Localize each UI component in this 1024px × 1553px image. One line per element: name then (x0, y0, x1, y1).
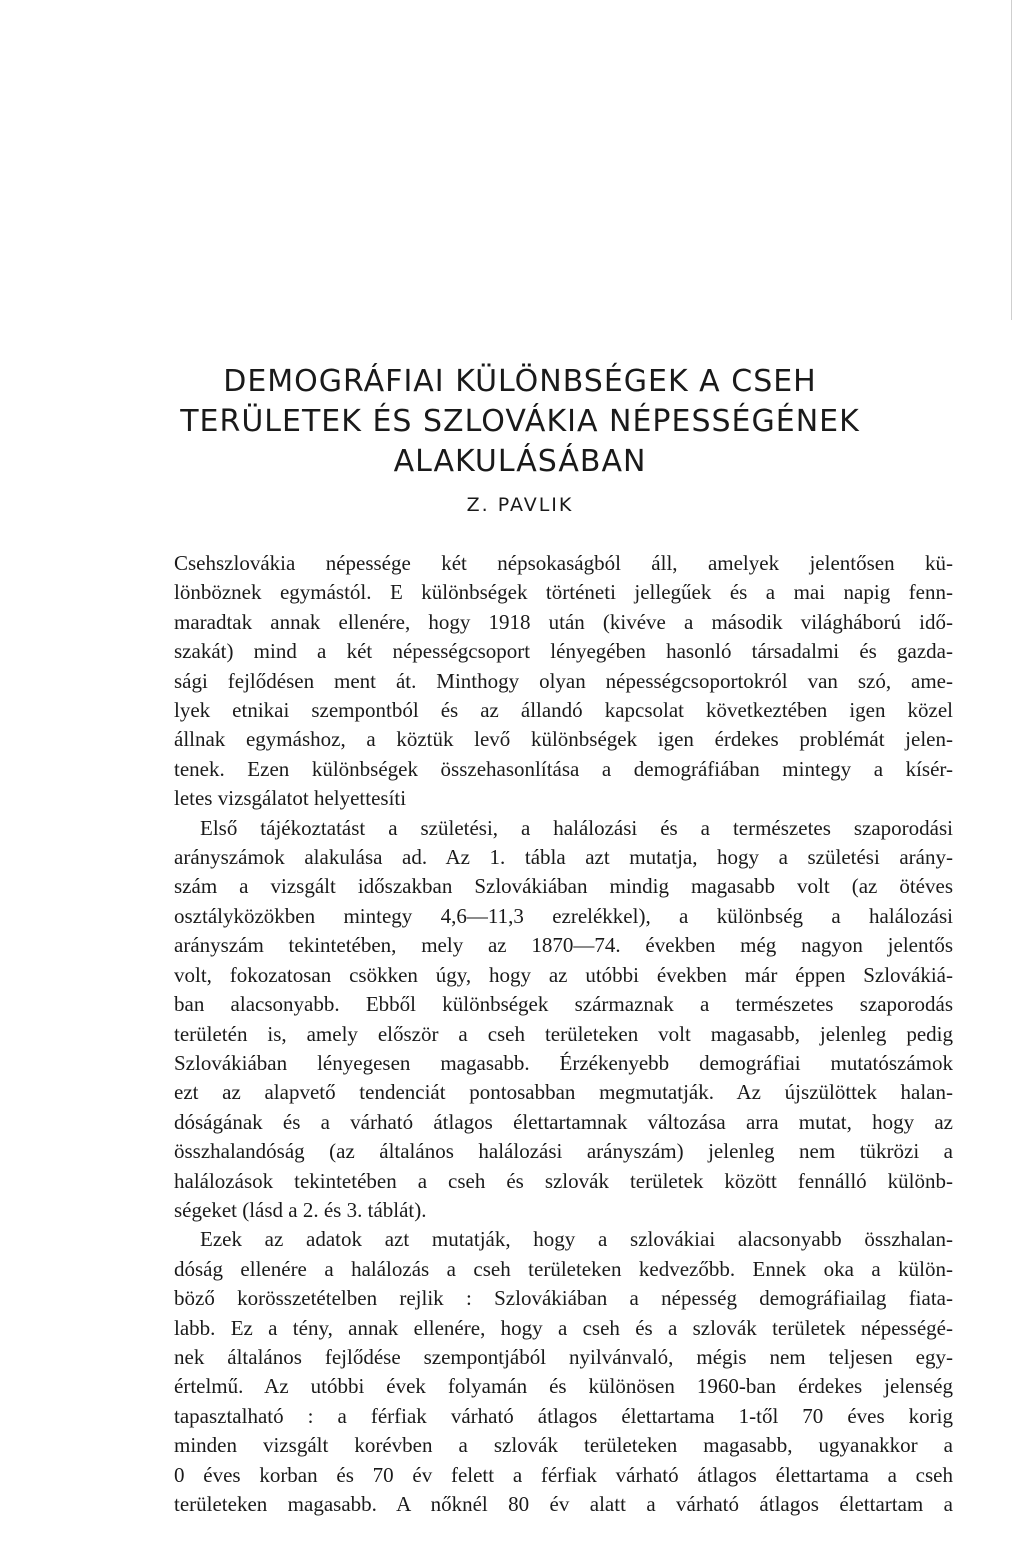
text-line: szakát) mind a két népességcsoport lényegében hasonló társadalmi és gazda- (174, 639, 953, 664)
scan-edge-line (1011, 0, 1012, 320)
text-line: nek általános fejlődése szempontjából nyilvánvaló, mégis nem teljesen egy- (174, 1344, 953, 1369)
text-line: dóságának és a várható átlagos élettartamnak változása arra mutat, hogy az (174, 1109, 953, 1134)
text-line: tapasztalható : a férfiak várható átlagos élettartama 1-től 70 éves korig (174, 1403, 953, 1428)
text-line: minden vizsgált korévben a szlovák területeken magasabb, ugyanakkor a (174, 1433, 953, 1458)
title-line-1: DEMOGRÁFIAI KÜLÖNBSÉGEK A CSEH (223, 364, 817, 399)
text-line: Ezek az adatok azt mutatják, hogy a szlovákiai alacsonyabb összhalan- (200, 1227, 953, 1252)
text-line: ségeket (lásd a 2. és 3. táblát). (174, 1197, 427, 1222)
text-line: területeken magasabb. A nőknél 80 év alatt a várható átlagos élettartam a (174, 1492, 953, 1516)
text-line: szám a vizsgált időszakban Szlovákiában mindig magasabb volt (az ötéves (174, 874, 953, 899)
text-line: állnak egymáshoz, a köztük levő különbségek igen érdekes problémát jelen- (174, 727, 953, 752)
text-line: Szlovákiában lényegesen magasabb. Érzékenyebb demográfiai mutatószámok (174, 1050, 953, 1075)
text-line: ban alacsonyabb. Ebből különbségek származnak a természetes szaporodás (174, 992, 953, 1017)
text-line: osztályközökben mintegy 4,6—11,3 ezrelékkel), a különbség a halálozási (174, 903, 953, 928)
text-line: labb. Ez a tény, annak ellenére, hogy a cseh és a szlovák területek népességé- (174, 1315, 953, 1340)
text-line: 0 éves korban és 70 év felett a férfiak várható átlagos élettartama a cseh (174, 1462, 953, 1487)
paragraph-2 (174, 814, 953, 1226)
text-line: böző korösszetételben rejlik : Szlovákiában a népesség demográfiailag fiata- (174, 1286, 953, 1311)
text-line: összhalandóság (az általános halálozási arányszám) jelenleg nem tükrözi a (174, 1139, 953, 1164)
text-line: Csehszlovákia népessége két népsokaságból áll, amelyek jelentősen kü- (174, 551, 953, 575)
paragraph-1 (174, 549, 953, 814)
text-line: arányszám tekintetében, mely az 1870—74. években még nagyon jelentős (174, 933, 953, 958)
text-line: maradtak annak ellenére, hogy 1918 után (kivéve a második világháború idő- (174, 609, 953, 634)
text-line: ezt az alapvető tendenciát pontosabban megmutatják. Az újszülöttek halan- (174, 1080, 953, 1105)
text-line: arányszámok alakulása ad. Az 1. tábla azt mutatja, hogy a születési arány- (174, 845, 953, 870)
text-line: dóság ellenére a halálozás a cseh területeken kedvezőbb. Ennek oka a külön- (174, 1256, 953, 1281)
article-title (150, 362, 890, 482)
text-line: letes vizsgálatot helyettesíti (174, 786, 407, 811)
text-line: sági fejlődésen ment át. Minthogy olyan népességcsoportokról van szó, ame- (174, 668, 953, 693)
title-line-3: ALAKULÁSÁBAN (393, 444, 647, 479)
paragraph-3 (174, 1225, 953, 1519)
text-line: volt, fokozatosan csökken úgy, hogy az utóbbi években már éppen Szlovákiá- (174, 962, 953, 987)
text-line: halálozások tekintetében a cseh és szlovák területek között fennálló különb- (174, 1168, 953, 1193)
text-line: lönböznek egymástól. E különbségek történeti jellegűek és a mai napig fenn- (174, 580, 953, 605)
text-line: területén is, amely először a cseh területeken volt magasabb, jelenleg pedig (174, 1021, 953, 1046)
article-body (174, 549, 953, 1519)
text-line: Első tájékoztatást a születési, a halálozási és a természetes szaporodási (200, 815, 953, 840)
text-line: tenek. Ezen különbségek összehasonlítása a demográfiában mintegy a kísér- (174, 756, 953, 781)
article-author: Z. PAVLIK (466, 494, 574, 516)
title-line-2: TERÜLETEK ÉS SZLOVÁKIA NÉPESSÉGÉNEK (180, 404, 860, 439)
text-line: lyek etnikai szempontból és az állandó kapcsolat következtében igen közel (174, 698, 953, 723)
text-line: értelmű. Az utóbbi évek folyamán és különösen 1960-ban érdekes jelenség (174, 1374, 953, 1399)
